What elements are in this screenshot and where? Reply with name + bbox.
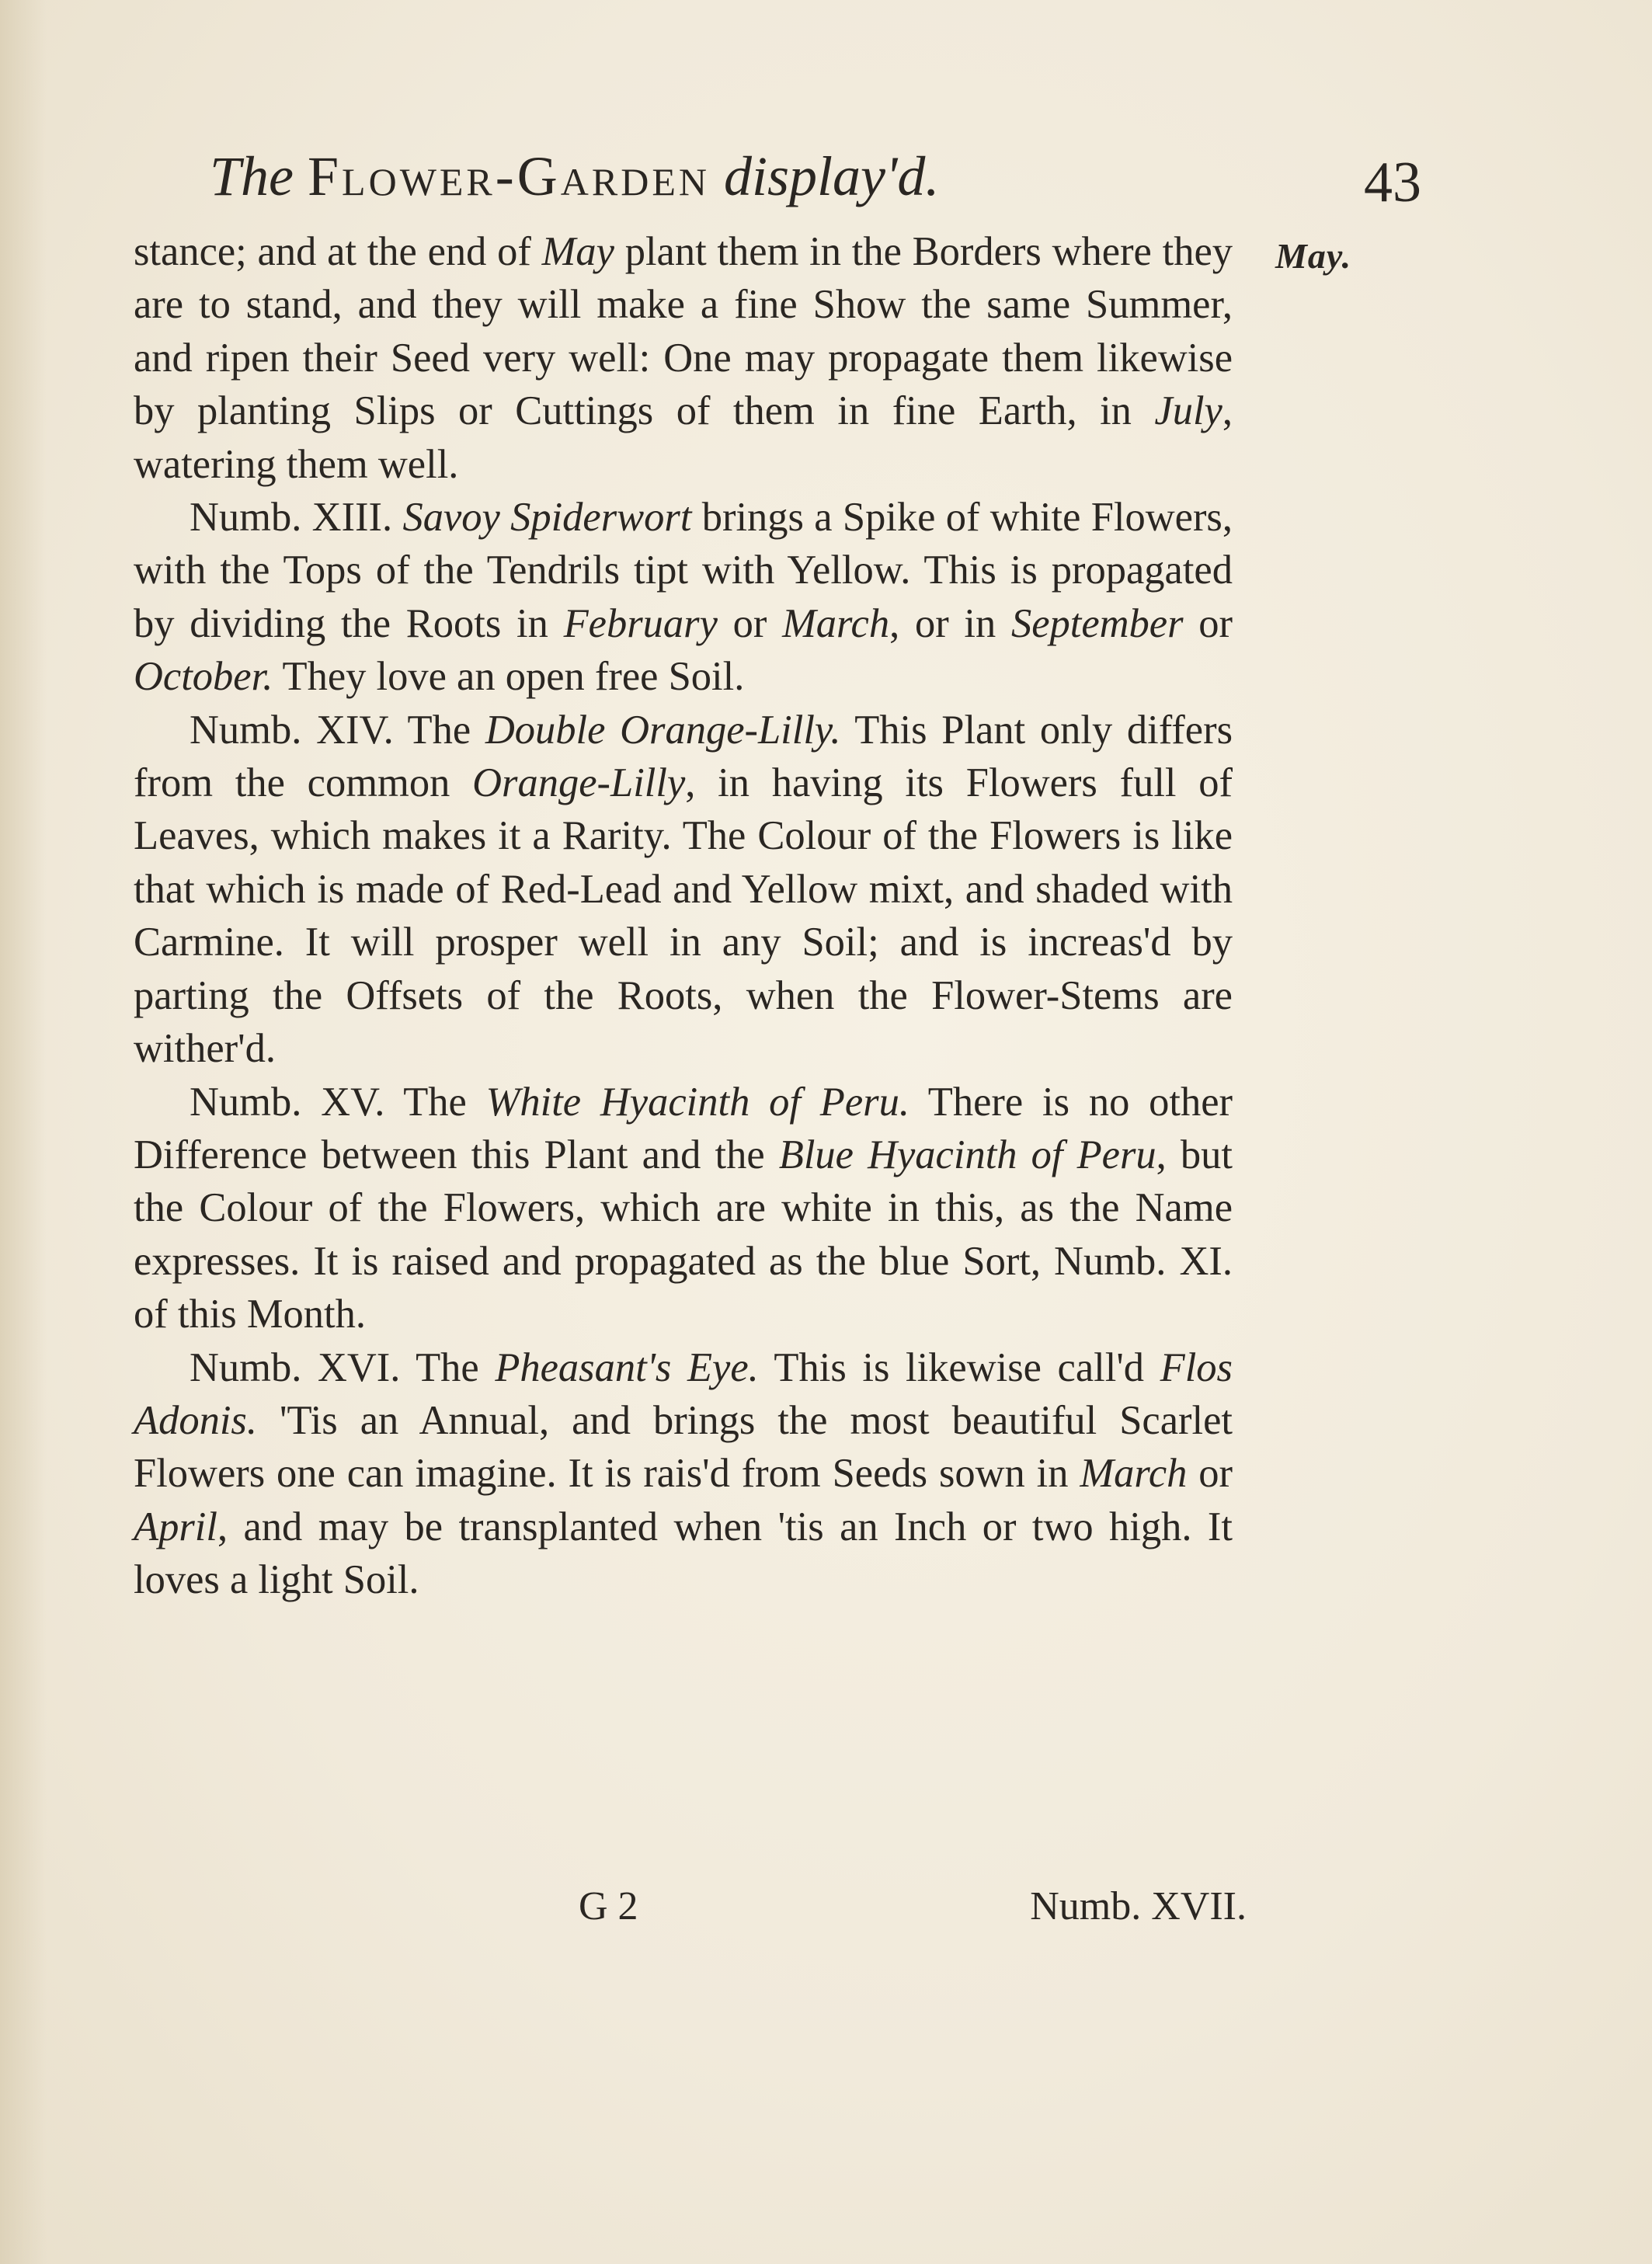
page-number: 43 (1364, 151, 1421, 214)
italic-run: February (563, 600, 718, 646)
body-text (134, 225, 1233, 1607)
italic-run: White Hyacinth of Peru. (485, 1079, 909, 1125)
page-gutter-shadow (0, 0, 47, 2264)
text-run: 'Tis an Annual, and brings the most beautiful Scarlet Flowers one can imagine. It is rais'd from Seeds sown in (134, 1397, 1233, 1497)
text-run: or (1183, 600, 1233, 646)
text-run: , and may be transplanted when 'tis an Inch or two high. It loves a light Soil. (134, 1504, 1233, 1603)
italic-run: Orange-Lilly (472, 760, 686, 806)
paragraph-numb-xiii (134, 491, 1233, 704)
text-run: Numb. XIV. The (190, 707, 485, 753)
italic-run: March (1080, 1451, 1188, 1497)
header-title-caps: Flower-Garden (308, 145, 710, 207)
catchword: Numb. XVII. (1030, 1884, 1247, 1928)
text-run: , watering them well. (134, 388, 1233, 487)
italic-run: March (782, 600, 890, 646)
text-run: stance; and at the end of (134, 229, 542, 274)
italic-run: Savoy Spiderwort (402, 495, 692, 541)
running-header (210, 141, 1266, 211)
paragraph-numb-xv (134, 1076, 1233, 1341)
header-title-prefix: The (210, 145, 294, 207)
signature-mark: G 2 (579, 1884, 638, 1928)
text-run: Numb. XIII. (190, 495, 403, 541)
text-run: or (1187, 1451, 1233, 1497)
text-run: brings a Spike of white Flowers, with the Tops of the Tendrils tipt with Yellow. This is propagated by dividing the Roots in (134, 495, 1233, 646)
italic-run: Pheasant's Eye. (495, 1344, 759, 1390)
text-run: This is likewise call'd (758, 1344, 1160, 1390)
text-run: Numb. XV. The (190, 1079, 486, 1125)
text-run: , or in (889, 600, 1011, 646)
margin-note-month: May. (1275, 236, 1352, 276)
italic-run: July (1154, 388, 1222, 434)
text-run: , but the Colour of the Flowers, which are white in this, as the Name expresses. It is raised and propagated as the blue Sort, Numb. XI. of this Month. (134, 1132, 1233, 1337)
paragraph-numb-xvi (134, 1341, 1233, 1607)
header-title-suffix: display'd. (723, 145, 940, 207)
text-run: plant them in the Borders where they are to stand, and they will make a fine Show the same Summer, and ripen their Seed very well: One may propagate them likewise by planting Slips or Cuttings of them in fine Earth, in (134, 229, 1233, 434)
italic-run: September (1010, 600, 1184, 646)
paragraph-continuation (134, 225, 1233, 491)
text-run: or (717, 600, 783, 646)
text-run: They love an open free Soil. (273, 654, 745, 700)
paragraph-numb-xiv (134, 704, 1233, 1076)
italic-run: May (541, 229, 614, 274)
text-run: There is no other Difference between this Plant and the (134, 1079, 1233, 1177)
italic-run: October. (134, 654, 273, 700)
italic-run: Double Orange-Lilly. (485, 707, 841, 753)
italic-run: Blue Hyacinth of Peru (778, 1132, 1156, 1177)
italic-run: April (134, 1504, 217, 1549)
text-run: This Plant only differs from the common (134, 707, 1233, 806)
text-run: , in having its Flowers full of Leaves, which makes it a Rarity. The Colour of the Flowers is like that which is made of Red-Lead and Yellow mixt, and shaded with Carmine. It will prosper well in any Soil; and is increas'd by parting the Offsets of the Roots, when the Flower-Stems are wither'd. (134, 760, 1233, 1072)
text-run: Numb. XVI. The (190, 1344, 496, 1390)
italic-run: Flos Adonis. (134, 1344, 1233, 1443)
